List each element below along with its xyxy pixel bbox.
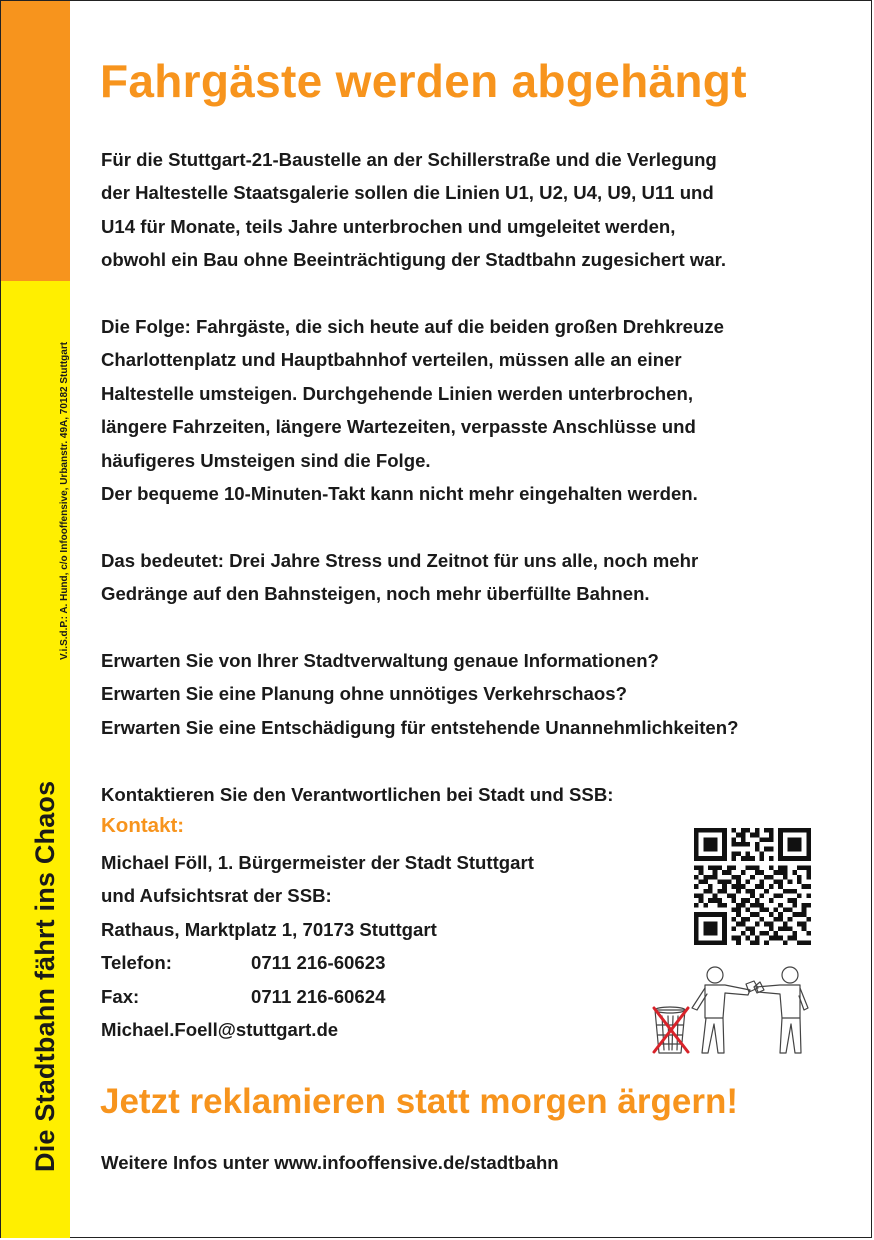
contact-name: Michael Föll, 1. Bürgermeister der Stadt Stuttgart — [101, 852, 534, 873]
paragraph-line: Der bequeme 10-Minuten-Takt kann nicht mehr eingehalten werden. — [101, 483, 698, 505]
paragraph-line: U14 für Monate, teils Jahre unterbrochen und umgeleitet werden, — [101, 215, 676, 237]
body-text — [101, 143, 841, 811]
paragraph-line: Gedränge auf den Bahnsteigen, noch mehr überfüllte Bahnen. — [101, 583, 650, 605]
paragraph-line: Haltestelle umsteigen. Durchgehende Linien werden unterbrochen, — [101, 382, 694, 404]
slogan: Jetzt reklamieren statt morgen ärgern! — [100, 1082, 738, 1121]
phone-value: 0711 216-60623 — [251, 952, 386, 974]
fax-label: Fax: — [101, 985, 140, 1007]
contact-phone-row — [101, 946, 534, 979]
paragraph-line: längere Fahrzeiten, längere Wartezeiten, verpasste Anschlüsse und — [101, 416, 696, 438]
more-info-text: Weitere Infos unter www.infooffensive.de/stadtbahn — [101, 1152, 559, 1173]
question-line: Erwarten Sie von Ihrer Stadtverwaltung genaue Informationen? — [101, 650, 659, 672]
contact-email: Michael.Foell@stuttgart.de — [101, 1019, 339, 1041]
page-title: Fahrgäste werden abgehängt — [100, 55, 747, 107]
fax-value: 0711 216-60624 — [251, 985, 386, 1007]
imprint-text: V.i.S.d.P.: A. Hund, c/o Infooffensive, Urbanstr. 49A, 70182 Stuttgart — [59, 341, 70, 660]
paragraph-line: Für die Stuttgart-21-Baustelle an der Schillerstraße und die Verlegung — [101, 149, 717, 170]
paragraph-line: obwohl ein Bau ohne Beeinträchtigung der Stadtbahn zugesichert war. — [101, 249, 727, 271]
phone-label: Telefon: — [101, 952, 172, 974]
contact-role: und Aufsichtsrat der SSB: — [101, 885, 332, 907]
qr-code-icon — [694, 828, 811, 945]
sidebar-orange-block — [1, 1, 70, 281]
paragraph-line: Das bedeutet: Drei Jahre Stress und Zeitnot für uns alle, noch mehr — [101, 549, 699, 571]
people-tearing-ticket-illustration — [650, 960, 810, 1060]
contact-block — [101, 846, 534, 1046]
paragraph-line: der Haltestelle Staatsgalerie sollen die Linien U1, U2, U4, U9, U11 und — [101, 182, 714, 204]
paragraph-line: häufigeres Umsteigen sind die Folge. — [101, 449, 431, 471]
question-line: Erwarten Sie eine Entschädigung für entstehende Unannehmlichkeiten? — [101, 716, 739, 738]
contact-address: Rathaus, Marktplatz 1, 70173 Stuttgart — [101, 918, 437, 940]
paragraph-line: Die Folge: Fahrgäste, die sich heute auf die beiden großen Drehkreuze — [101, 316, 725, 338]
question-line: Erwarten Sie eine Planung ohne unnötiges Verkehrschaos? — [101, 683, 627, 705]
paragraph-line: Charlottenplatz und Hauptbahnhof verteilen, müssen alle an einer — [101, 349, 682, 371]
contact-fax-row — [101, 980, 534, 1013]
contact-intro: Kontaktieren Sie den Verantwortlichen bei Stadt und SSB: — [101, 783, 614, 805]
contact-heading: Kontakt: — [101, 814, 185, 837]
sidebar-title: Die Stadtbahn fährt ins Chaos — [30, 780, 60, 1172]
